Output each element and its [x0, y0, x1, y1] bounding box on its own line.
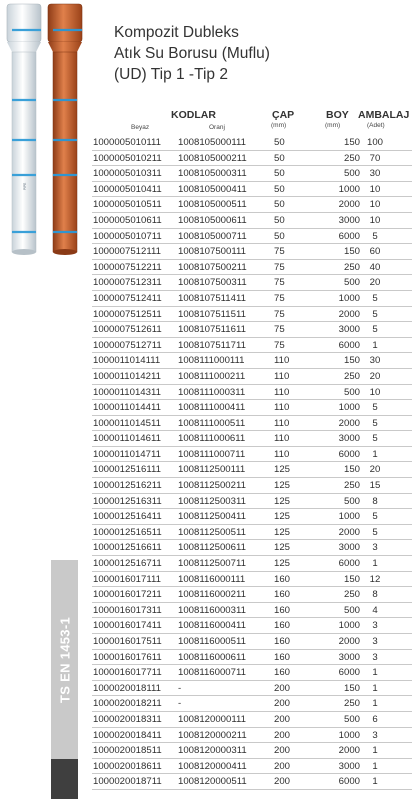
table-row — [92, 728, 412, 744]
length: 1000 — [338, 183, 360, 195]
diameter: 200 — [274, 698, 291, 710]
code-oranj: 1008112500211 — [178, 480, 246, 492]
package-qty: 30 — [369, 355, 381, 367]
code-beyaz: 1000016017411 — [93, 620, 162, 632]
orange-pipe — [48, 4, 82, 255]
length: 500 — [343, 386, 360, 398]
code-beyaz: 1000012516411 — [93, 511, 162, 523]
diameter: 160 — [274, 604, 291, 616]
code-oranj: 1008111000611 — [178, 433, 246, 445]
diameter: 125 — [274, 542, 291, 554]
package-qty: 4 — [372, 604, 378, 616]
code-beyaz: 1000020018511 — [93, 745, 162, 757]
length: 2000 — [338, 745, 360, 757]
length: 3000 — [338, 324, 360, 336]
package-qty: 3 — [372, 620, 378, 632]
length: 6000 — [338, 339, 360, 351]
code-oranj: 1008112500311 — [178, 495, 246, 507]
table-row — [92, 182, 412, 198]
length: 1000 — [338, 729, 360, 741]
code-oranj: 1008107511411 — [178, 292, 246, 304]
code-beyaz: 1000005010111 — [93, 137, 161, 148]
diameter: 50 — [274, 183, 285, 195]
product-table — [92, 135, 412, 790]
package-qty: 1 — [372, 558, 378, 570]
code-oranj: 1008120000111 — [178, 713, 246, 725]
code-beyaz: 1000011014511 — [93, 417, 161, 429]
length: 500 — [343, 277, 360, 289]
table-row — [92, 353, 412, 369]
code-beyaz: 1000020018311 — [93, 713, 162, 725]
package-qty: 5 — [372, 417, 378, 429]
code-beyaz: 1000011014711 — [93, 448, 161, 460]
package-qty: 12 — [369, 573, 381, 585]
length: 250 — [343, 152, 360, 164]
white-pipe — [7, 4, 41, 255]
diameter: 125 — [274, 558, 291, 570]
length: 150 — [343, 355, 360, 367]
code-beyaz: 1000007512111 — [93, 246, 161, 258]
table-row — [92, 774, 412, 790]
header-cap-unit: (mm) — [271, 122, 287, 129]
length: 6000 — [338, 448, 360, 460]
diameter: 75 — [274, 261, 285, 273]
package-qty: 5 — [372, 402, 378, 414]
table-row — [92, 213, 412, 229]
code-beyaz: 1000016017211 — [93, 589, 162, 601]
code-beyaz: 1000012516311 — [93, 495, 162, 507]
package-qty: 5 — [372, 230, 378, 242]
table-row — [92, 151, 412, 167]
code-beyaz: 1000012516511 — [93, 526, 162, 538]
header-ambalaj-unit: (Adet) — [367, 122, 385, 129]
code-oranj: 1008116000511 — [178, 636, 246, 647]
diameter: 200 — [274, 776, 291, 788]
diameter: 110 — [274, 355, 290, 367]
code-oranj: 1008105000211 — [178, 152, 247, 164]
length: 150 — [343, 137, 360, 148]
package-qty: 6 — [372, 713, 378, 725]
code-oranj: 1008112500711 — [178, 558, 246, 570]
table-row — [92, 244, 412, 260]
code-oranj: 1008111000211 — [178, 370, 246, 382]
code-oranj: 1008111000511 — [178, 417, 246, 429]
package-qty: 100 — [366, 137, 383, 148]
code-oranj: 1008111000411 — [178, 402, 246, 414]
code-oranj: 1008112500611 — [178, 542, 246, 554]
length: 3000 — [338, 542, 360, 554]
package-qty: 5 — [372, 324, 378, 336]
length: 2000 — [338, 308, 360, 320]
table-row — [92, 275, 412, 291]
code-beyaz: 1000005010211 — [93, 152, 162, 164]
code-oranj: 1008107500111 — [178, 246, 246, 258]
length: 250 — [343, 261, 360, 273]
package-qty: 3 — [372, 542, 378, 554]
package-qty: 1 — [372, 339, 378, 351]
diameter: 200 — [274, 713, 291, 725]
code-beyaz: 1000005010711 — [93, 230, 162, 242]
package-qty: 5 — [372, 526, 378, 538]
package-qty: 3 — [372, 729, 378, 741]
code-oranj: 1008107500211 — [178, 261, 247, 273]
product-title — [114, 22, 409, 85]
length: 1000 — [338, 292, 360, 304]
package-qty: 1 — [372, 667, 378, 679]
code-oranj: 1008105000311 — [178, 168, 247, 180]
code-beyaz: 1000020018611 — [93, 760, 162, 772]
code-beyaz: 1000011014311 — [93, 386, 161, 398]
code-beyaz: 1000005010311 — [93, 168, 162, 180]
header-boy-unit: (mm) — [325, 122, 341, 129]
standard-label-box — [51, 560, 78, 759]
package-qty: 3 — [372, 636, 378, 647]
table-row — [92, 712, 412, 728]
code-beyaz: 1000011014211 — [93, 370, 161, 382]
diameter: 110 — [274, 448, 290, 460]
length: 500 — [343, 168, 360, 180]
diameter: 125 — [274, 464, 291, 476]
diameter: 50 — [274, 230, 285, 242]
diameter: 160 — [274, 573, 291, 585]
table-row — [92, 135, 412, 151]
table-row — [92, 634, 412, 650]
package-qty: 60 — [369, 246, 381, 258]
package-qty: 8 — [372, 495, 378, 507]
length: 2000 — [338, 199, 360, 211]
table-row — [92, 494, 412, 510]
code-oranj: 1008107511511 — [178, 308, 246, 320]
diameter: 50 — [274, 168, 285, 180]
code-beyaz: 1000007512211 — [93, 261, 162, 273]
code-oranj: 1008107511611 — [178, 324, 246, 336]
diameter: 160 — [274, 589, 291, 601]
code-beyaz: 1000005010611 — [93, 214, 162, 226]
code-oranj: 1008107511711 — [178, 339, 246, 351]
diameter: 110 — [274, 417, 290, 429]
table-row — [92, 478, 412, 494]
table-row — [92, 540, 412, 556]
code-beyaz: 1000016017611 — [93, 651, 162, 663]
code-oranj: 1008112500511 — [178, 526, 246, 538]
code-oranj: - — [178, 682, 182, 694]
diameter: 110 — [274, 370, 290, 382]
diameter: 200 — [274, 682, 291, 694]
code-oranj: 1008116000211 — [178, 589, 246, 601]
diameter: 160 — [274, 651, 291, 663]
package-qty: 70 — [369, 152, 381, 164]
package-qty: 20 — [369, 277, 381, 289]
length: 2000 — [338, 636, 360, 647]
code-oranj: 1008116000411 — [178, 620, 246, 632]
package-qty: 30 — [369, 168, 381, 180]
table-row — [92, 166, 412, 182]
code-oranj: 1008120000211 — [178, 729, 247, 741]
table-row — [92, 603, 412, 619]
code-oranj: 1008116000111 — [178, 573, 246, 585]
diameter: 125 — [274, 495, 291, 507]
diameter: 75 — [274, 308, 285, 320]
package-qty: 1 — [372, 682, 378, 694]
header-cap: ÇAP — [272, 109, 295, 121]
code-beyaz: 1000007512311 — [93, 277, 162, 289]
diameter: 50 — [274, 152, 285, 164]
table-row — [92, 400, 412, 416]
table-row — [92, 681, 412, 697]
header-boy: BOY — [326, 109, 349, 121]
code-beyaz: 1000011014611 — [93, 433, 161, 445]
table-row — [92, 322, 412, 338]
length: 6000 — [338, 776, 360, 788]
package-qty: 40 — [369, 261, 381, 273]
code-oranj: 1008105000111 — [178, 137, 246, 148]
code-oranj: 1008105000611 — [178, 214, 247, 226]
code-beyaz: 1000016017511 — [93, 636, 162, 647]
standard-bar-dark — [51, 759, 78, 799]
length: 3000 — [338, 760, 360, 772]
diameter: 125 — [274, 480, 291, 492]
table-row — [92, 650, 412, 666]
table-row — [92, 509, 412, 525]
package-qty: 1 — [372, 745, 378, 757]
diameter: 75 — [274, 292, 285, 304]
length: 500 — [343, 495, 360, 507]
length: 3000 — [338, 214, 360, 226]
package-qty: 10 — [369, 199, 381, 211]
header-ambalaj: AMBALAJ — [358, 109, 410, 121]
table-row — [92, 291, 412, 307]
diameter: 200 — [274, 729, 291, 741]
code-oranj: 1008120000511 — [178, 776, 247, 788]
table-row — [92, 385, 412, 401]
length: 250 — [343, 589, 360, 601]
header-kodlar: KODLAR — [171, 109, 216, 121]
code-beyaz: 1000016017111 — [93, 573, 161, 585]
code-oranj: 1008105000711 — [178, 230, 247, 242]
code-beyaz: 1000007512611 — [93, 324, 162, 336]
code-beyaz: 1000012516211 — [93, 480, 162, 492]
diameter: 50 — [274, 199, 285, 211]
package-qty: 5 — [372, 511, 378, 523]
diameter: 110 — [274, 433, 290, 445]
header-oranj: Oranj — [209, 124, 225, 131]
length: 150 — [343, 464, 360, 476]
code-oranj: 1008120000311 — [178, 745, 247, 757]
code-beyaz: 1000005010411 — [93, 183, 162, 195]
diameter: 110 — [274, 386, 290, 398]
code-beyaz: 1000016017711 — [93, 667, 162, 679]
code-oranj: - — [178, 698, 182, 710]
length: 500 — [343, 713, 360, 725]
code-oranj: 1008107500311 — [178, 277, 247, 289]
code-oranj: 1008116000711 — [178, 667, 246, 679]
table-row — [92, 369, 412, 385]
code-beyaz: 1000020018711 — [93, 776, 162, 788]
length: 6000 — [338, 230, 360, 242]
code-beyaz: 1000020018411 — [93, 729, 162, 741]
standard-label: TS EN 1453-1 — [57, 616, 72, 703]
diameter: 50 — [274, 214, 285, 226]
package-qty: 15 — [369, 480, 381, 492]
code-beyaz: 1000011014111 — [93, 355, 161, 367]
table-row — [92, 525, 412, 541]
table-row — [92, 462, 412, 478]
package-qty: 5 — [372, 308, 378, 320]
diameter: 200 — [274, 745, 291, 757]
length: 1000 — [338, 511, 360, 523]
diameter: 125 — [274, 511, 291, 523]
code-beyaz: 1000020018211 — [93, 698, 162, 710]
code-beyaz: 1000007512411 — [93, 292, 162, 304]
package-qty: 5 — [372, 292, 378, 304]
table-row — [92, 416, 412, 432]
diameter: 160 — [274, 667, 291, 679]
package-qty: 20 — [369, 370, 381, 382]
code-beyaz: 1000012516611 — [93, 542, 162, 554]
length: 2000 — [338, 417, 360, 429]
code-oranj: 1008111000311 — [178, 386, 246, 398]
diameter: 75 — [274, 246, 285, 258]
row-divider — [92, 789, 412, 790]
code-oranj: 1008116000311 — [178, 604, 246, 616]
code-oranj: 1008105000511 — [178, 199, 247, 211]
length: 3000 — [338, 651, 360, 663]
code-oranj: 1008112500411 — [178, 511, 246, 523]
table-row — [92, 447, 412, 463]
product-image — [0, 0, 92, 265]
length: 250 — [343, 370, 360, 382]
code-oranj: 1008116000611 — [178, 651, 246, 663]
table-row — [92, 665, 412, 681]
code-oranj: 1008120000411 — [178, 760, 247, 772]
code-beyaz: 1000007512711 — [93, 339, 162, 351]
diameter: 200 — [274, 760, 291, 772]
table-row — [92, 556, 412, 572]
package-qty: 1 — [372, 760, 378, 772]
table-header — [92, 107, 415, 137]
length: 250 — [343, 480, 360, 492]
table-row — [92, 307, 412, 323]
title-line-3: (UD) Tip 1 -Tip 2 — [114, 66, 228, 83]
table-row — [92, 587, 412, 603]
length: 2000 — [338, 526, 360, 538]
length: 1000 — [338, 402, 360, 414]
svg-text:PIPE: PIPE — [23, 182, 27, 190]
package-qty: 20 — [369, 464, 381, 476]
diameter: 75 — [274, 339, 285, 351]
code-beyaz: 1000005010511 — [93, 199, 162, 211]
package-qty: 10 — [369, 183, 381, 195]
package-qty: 3 — [372, 651, 378, 663]
length: 500 — [343, 604, 360, 616]
package-qty: 1 — [372, 698, 378, 710]
table-row — [92, 618, 412, 634]
code-beyaz: 1000011014411 — [93, 402, 161, 414]
diameter: 50 — [274, 137, 285, 148]
length: 150 — [343, 246, 360, 258]
header-beyaz: Beyaz — [131, 124, 150, 131]
diameter: 160 — [274, 620, 291, 632]
length: 6000 — [338, 558, 360, 570]
title-line-2: Atık Su Borusu (Muflu) — [114, 45, 270, 62]
diameter: 75 — [274, 277, 285, 289]
title-line-1: Kompozit Dubleks — [114, 24, 239, 41]
package-qty: 8 — [372, 589, 378, 601]
diameter: 75 — [274, 324, 285, 336]
table-row — [92, 338, 412, 354]
package-qty: 1 — [372, 776, 378, 788]
length: 1000 — [338, 620, 360, 632]
table-row — [92, 260, 412, 276]
code-oranj: 1008111000711 — [178, 448, 246, 460]
code-oranj: 1008112500111 — [178, 464, 246, 476]
code-beyaz: 1000016017311 — [93, 604, 162, 616]
length: 150 — [343, 682, 360, 694]
length: 3000 — [338, 433, 360, 445]
table-row — [92, 696, 412, 712]
table-row — [92, 431, 412, 447]
code-beyaz: 1000007512511 — [93, 308, 162, 320]
table-row — [92, 572, 412, 588]
package-qty: 10 — [369, 214, 381, 226]
diameter: 125 — [274, 526, 291, 538]
package-qty: 10 — [369, 386, 381, 398]
table-row — [92, 759, 412, 775]
code-beyaz: 1000020018111 — [93, 682, 161, 694]
diameter: 110 — [274, 402, 290, 414]
table-row — [92, 743, 412, 759]
length: 250 — [343, 698, 360, 710]
diameter: 160 — [274, 636, 291, 647]
length: 150 — [343, 573, 360, 585]
code-beyaz: 1000012516111 — [93, 464, 161, 476]
package-qty: 5 — [372, 433, 378, 445]
code-oranj: 1008105000411 — [178, 183, 247, 195]
table-row — [92, 197, 412, 213]
table-row — [92, 229, 412, 245]
package-qty: 1 — [372, 448, 378, 460]
code-oranj: 1008111000111 — [178, 355, 245, 367]
code-beyaz: 1000012516711 — [93, 558, 162, 570]
length: 6000 — [338, 667, 360, 679]
